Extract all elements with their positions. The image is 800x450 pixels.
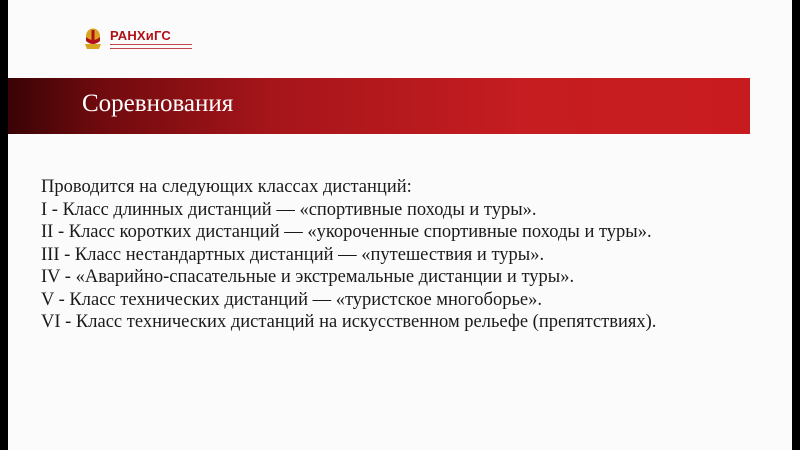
intro-line: Проводится на следующих классах дистанций: bbox=[41, 177, 412, 197]
list-item: II - Класс коротких дистанций — «укороченные спортивные походы и туры». bbox=[41, 222, 652, 242]
list-item: III - Класс нестандартных дистанций — «путешествия и туры». bbox=[41, 244, 545, 265]
list-item: VI - Класс технических дистанций на искусственном рельефе (препятствиях). bbox=[41, 312, 657, 332]
slide-body bbox=[41, 176, 761, 334]
slide-title: Соревнования bbox=[82, 90, 234, 117]
ranepa-logo bbox=[82, 27, 192, 51]
logo-name: РАНХиГС bbox=[110, 28, 171, 43]
title-banner bbox=[8, 78, 750, 134]
list-item: IV - «Аварийно-спасательные и экстремальные дистанции и туры». bbox=[41, 267, 575, 287]
list-item: V - Класс технических дистанций — «туристское многоборье». bbox=[41, 289, 542, 310]
emblem-icon bbox=[82, 27, 104, 51]
logo-subtitle-lines bbox=[110, 44, 192, 49]
presentation-slide bbox=[8, 0, 792, 450]
list-item: I - Класс длинных дистанций — «спортивные походы и туры». bbox=[41, 199, 537, 220]
